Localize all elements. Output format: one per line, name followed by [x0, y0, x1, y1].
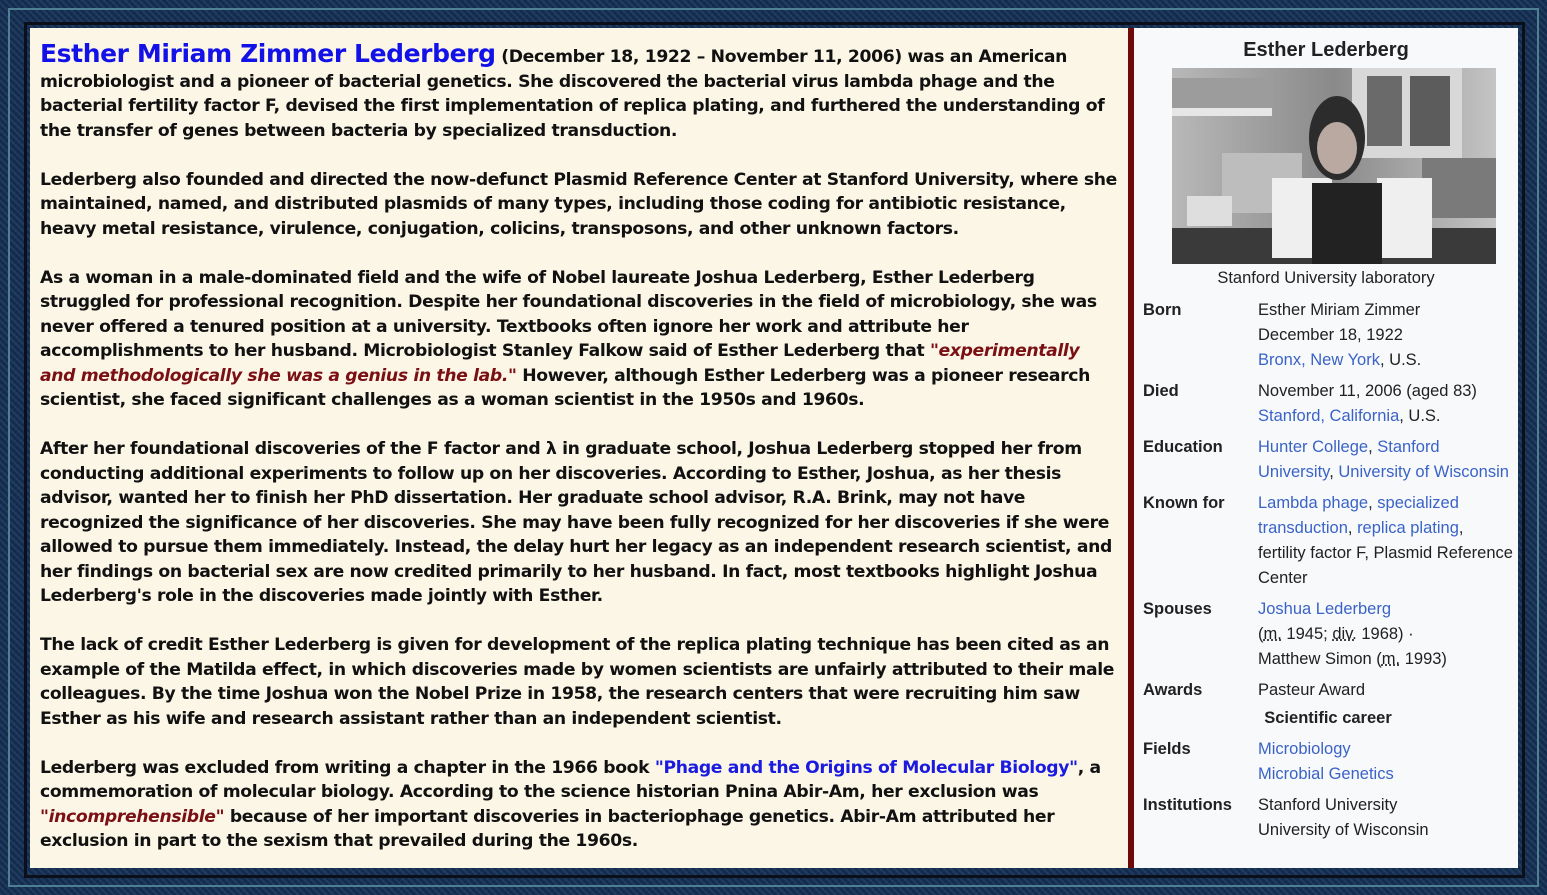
- spouse-2: [1258, 647, 1513, 672]
- photo-caption: Stanford University laboratory: [1217, 269, 1435, 287]
- portrait-photo: [1172, 68, 1496, 264]
- known-for-rest: , fertility factor F, Plasmid Reference Center: [1258, 519, 1513, 587]
- matthew-simon: Matthew Simon (: [1258, 650, 1382, 668]
- born-name: Esther Miriam Zimmer: [1258, 301, 1421, 319]
- hunter-college-link[interactable]: Hunter College: [1258, 438, 1369, 456]
- lambda-phage-link[interactable]: Lambda phage: [1258, 494, 1369, 512]
- paragraph-intro: [40, 39, 1118, 143]
- institutions-label: Institutions: [1143, 796, 1232, 814]
- recognition-text-end: However, although Esther Lederberg was a pioneer research scientist, she faced significant challenges as a woman scientist in the 1950s and 1960s.: [40, 365, 1090, 410]
- separator: ,: [1347, 519, 1358, 537]
- specialized-transduction-link[interactable]: specialized transduction: [1258, 494, 1459, 537]
- intro-text: (December 18, 1922 – November 11, 2006) was an American microbiologist and a pioneer of bacterial genetics. She discovered the bacterial virus lambda phage and the bacterial fertility factor F, devised the first implementation of replica plating, and furthered the understanding of the transfer of genes between bacteria by specialized transduction.: [40, 47, 1105, 141]
- scientific-career-heading: Scientific career: [1264, 709, 1392, 727]
- recognition-text: As a woman in a male-dominated field and the wife of Nobel laureate Joshua Lederberg, Esther Lederberg struggled for professional recognition. Despite her foundational discoveries in the field of microbiology, she was never offered a tenured position at a university. Textbooks often ignore her work and attribute her accomplishments to her husband. Microbiologist Stanley Falkow said of Esther Lederberg that: [40, 267, 1097, 361]
- divorce-year: 1968) ·: [1356, 625, 1414, 643]
- microbial-genetics-link[interactable]: Microbial Genetics: [1258, 765, 1394, 783]
- died-date: November 11, 2006 (aged 83): [1258, 382, 1477, 400]
- row-born: [1143, 298, 1513, 373]
- known-for-label: Known for: [1143, 494, 1225, 512]
- row-institutions: [1143, 793, 1513, 843]
- died-place: [1258, 404, 1513, 429]
- row-fields: [1143, 737, 1513, 787]
- married-abbr: m.: [1381, 650, 1401, 668]
- marriage-year: 1945;: [1281, 625, 1333, 643]
- row-education: [1143, 435, 1513, 485]
- spouses-label: Spouses: [1143, 600, 1212, 618]
- married-abbr: m.: [1263, 625, 1282, 643]
- institution-stanford: Stanford University: [1258, 796, 1398, 814]
- bronx-link[interactable]: Bronx, New York: [1258, 351, 1380, 369]
- paragraph-exclusion: [40, 756, 1118, 854]
- exclusion-text: Lederberg was excluded from writing a chapter in the 1966 book: [40, 757, 655, 778]
- awards-label: Awards: [1143, 681, 1203, 699]
- stanford-california-link[interactable]: Stanford, California: [1258, 407, 1400, 425]
- book-title-link[interactable]: "Phage and the Origins of Molecular Biology": [654, 757, 1078, 778]
- exclusion-text-end: because of her important discoveries in bacteriophage genetics. Abir-Am attributed her exclusion in part to the sexism that prevailed during the 1960s.: [40, 806, 1055, 851]
- died-value: [1258, 379, 1513, 429]
- institution-wisconsin: University of Wisconsin: [1258, 821, 1429, 839]
- spouses-value: [1258, 597, 1513, 672]
- died-country: , U.S.: [1399, 407, 1441, 425]
- infobox-rows: [1143, 298, 1513, 849]
- row-known-for: [1143, 491, 1513, 591]
- replica-plating-link[interactable]: replica plating: [1357, 519, 1459, 537]
- falkow-quote: "experimentally and methodologically she was a genius in the lab.": [40, 341, 1080, 386]
- fields-label: Fields: [1143, 740, 1191, 758]
- paren: (: [1258, 625, 1264, 643]
- row-awards: [1143, 678, 1513, 703]
- spouse-1-dates: [1258, 622, 1513, 647]
- paragraph-plasmid-center: Lederberg also founded and directed the now-defunct Plasmid Reference Center at Stanford University, where she maintained, named, and distributed plasmids of many types, including those coding for antibiotic resistance, heavy metal resistance, virulence, conjugation, colicins, transposons, and other unknown factors.: [40, 169, 1117, 239]
- paragraph-recognition: [40, 266, 1118, 413]
- incomprehensible-quote: "incomprehensible": [40, 806, 225, 827]
- microbiology-link[interactable]: Microbiology: [1258, 740, 1351, 758]
- marriage-year: 1993): [1400, 650, 1447, 668]
- known-for-value: [1258, 491, 1513, 591]
- born-label: Born: [1143, 301, 1182, 319]
- separator: ,: [1368, 438, 1378, 456]
- paragraph-matilda-effect: The lack of credit Esther Lederberg is given for development of the replica plating technique has been cited as an example of the Matilda effect, in which discoveries made by women scientists are unfairly attributed to their male colleagues. By the time Joshua won the Nobel Prize in 1958, the research centers that were recruiting him saw Esther as his wife and research assistant rather than an independent scientist.: [40, 635, 1115, 729]
- education-value: [1258, 435, 1513, 485]
- joshua-lederberg-link[interactable]: Joshua Lederberg: [1258, 600, 1392, 618]
- institutions-value: [1258, 793, 1513, 843]
- awards-value: Pasteur Award: [1258, 681, 1366, 699]
- born-date: December 18, 1922: [1258, 326, 1403, 344]
- row-died: [1143, 379, 1513, 429]
- born-country: , U.S.: [1379, 351, 1422, 369]
- died-label: Died: [1143, 382, 1179, 400]
- paragraph-graduate-school: After her foundational discoveries of the F factor and λ in graduate school, Joshua Lederberg stopped her from conducting additional experiments to follow up on her discoveries. According to Esther, Joshua, as her thesis advisor, wanted her to finish her PhD dissertation. Her graduate school advisor, R.A. Brink, may not have recognized the significance of her discoveries. She may have been fully recognized for her discoveries if she were allowed to pursue them immediately. Instead, the delay hurt her legacy as an independent research scientist, and her findings on bacterial sex are now credited primarily to her husband. In fact, most textbooks highlight Joshua Lederberg's role in the discoveries made jointly with Esther.: [40, 439, 1112, 606]
- born-place: [1258, 348, 1513, 373]
- separator: ,: [1329, 463, 1339, 481]
- infobox-title: Esther Lederberg: [1243, 39, 1409, 61]
- article-text: [30, 28, 1128, 868]
- separator: ,: [1368, 494, 1378, 512]
- fields-value: [1258, 737, 1513, 787]
- lab-photo-image: [1172, 68, 1496, 264]
- stanford-university-link[interactable]: Stanford University: [1258, 438, 1440, 481]
- exclusion-text-mid: , a commemoration of molecular biology. According to the science historian Pnina Abir-Am, her exclusion was: [40, 757, 1101, 802]
- infobox: [1134, 28, 1518, 868]
- born-value: [1258, 298, 1513, 373]
- education-label: Education: [1143, 438, 1223, 456]
- row-spouses: [1143, 597, 1513, 672]
- divorced-abbr: div.: [1332, 625, 1357, 643]
- university-of-wisconsin-link[interactable]: University of Wisconsin: [1338, 463, 1509, 481]
- subject-name: Esther Miriam Zimmer Lederberg: [40, 39, 496, 68]
